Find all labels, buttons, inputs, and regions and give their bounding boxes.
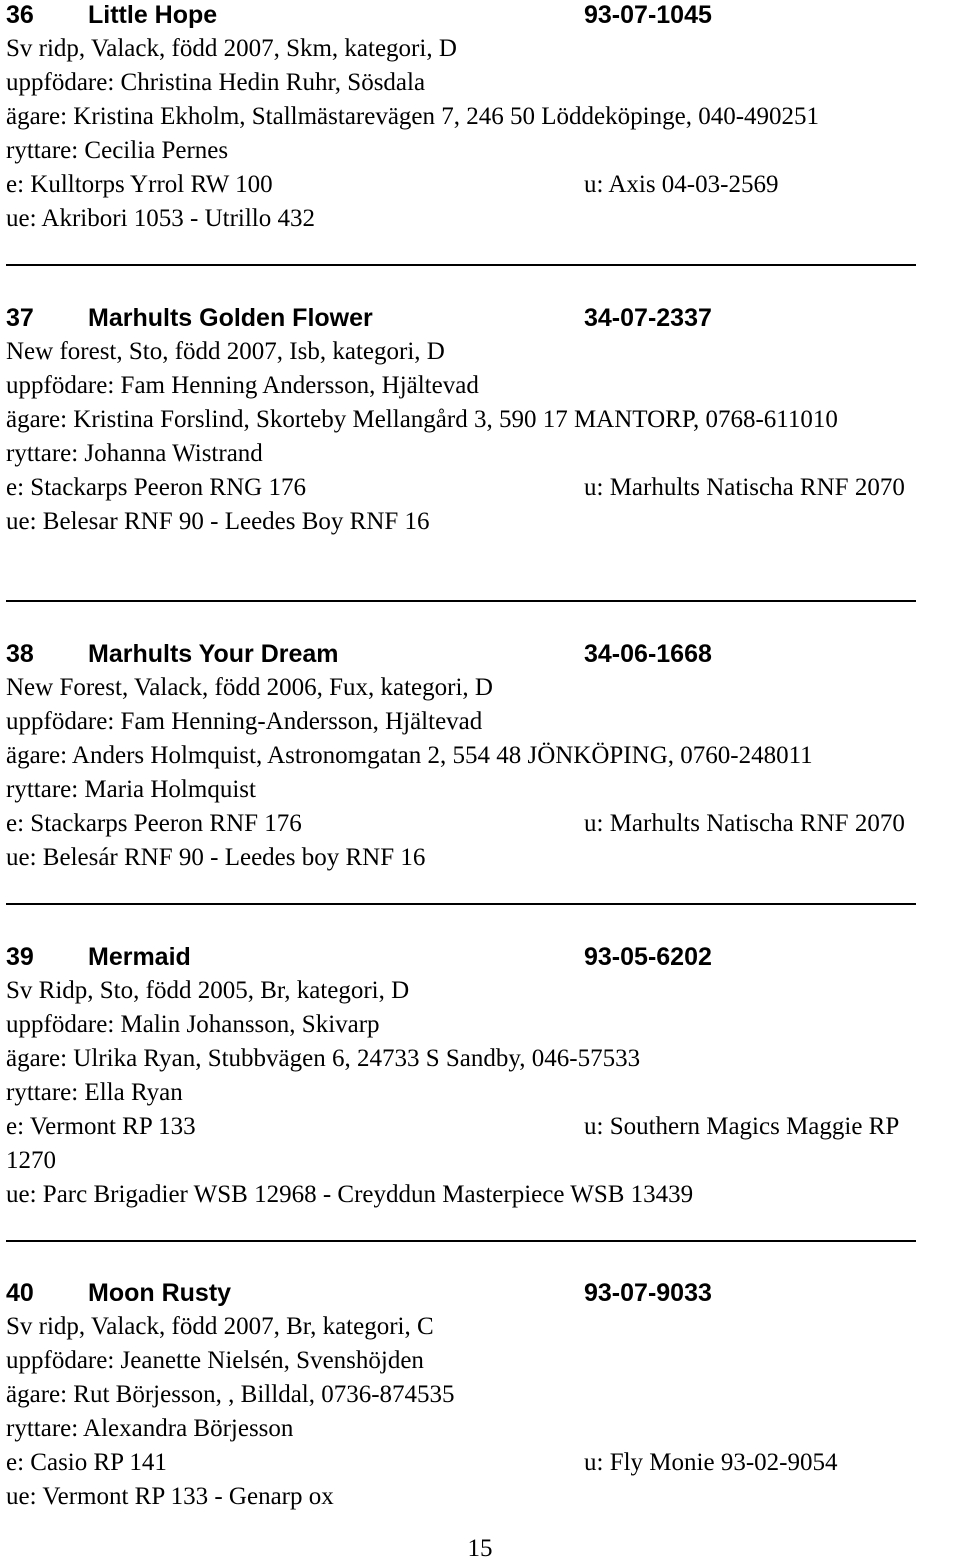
catalog-entry	[6, 1276, 956, 1514]
separator-line	[6, 600, 916, 602]
breeder: uppfödare: Fam Henning Andersson, Hjältevad	[6, 372, 479, 399]
separator-line	[6, 1240, 916, 1242]
separator-line	[6, 903, 916, 905]
catalog-entry	[6, 637, 956, 875]
catalog-entry	[6, 0, 956, 236]
owner: ägare: Rut Börjesson, , Billdal, 0736-874535	[6, 1381, 455, 1408]
entry-number: 36	[6, 1, 34, 29]
sire: e: Stackarps Peeron RNG 176	[6, 474, 306, 501]
page-number: 15	[467, 1535, 493, 1562]
dam-sire: ue: Vermont RP 133 - Genarp ox	[6, 1483, 334, 1510]
rider: ryttare: Maria Holmquist	[6, 776, 256, 803]
registration-number: 93-07-1045	[584, 1, 712, 29]
rider: ryttare: Johanna Wistrand	[6, 440, 263, 467]
dam: u: Axis 04-03-2569	[584, 171, 779, 198]
entry-heading	[6, 301, 956, 335]
rider: ryttare: Alexandra Börjesson	[6, 1415, 294, 1442]
breeder: uppfödare: Jeanette Nielsén, Svenshöjden	[6, 1347, 424, 1374]
dam: u: Southern Magics Maggie RP	[584, 1113, 900, 1140]
horse-info: Sv Ridp, Sto, född 2005, Br, kategori, D	[6, 977, 410, 1004]
entry-heading	[6, 1276, 956, 1310]
rider: ryttare: Cecilia Pernes	[6, 137, 229, 164]
horse-name: Moon Rusty	[88, 1279, 232, 1307]
entry-number: 38	[6, 640, 34, 668]
dam-continuation: 1270	[6, 1147, 56, 1174]
breeder: uppfödare: Christina Hedin Ruhr, Sösdala	[6, 69, 426, 96]
entry-number: 40	[6, 1279, 34, 1307]
rider: ryttare: Ella Ryan	[6, 1079, 183, 1106]
dam-sire: ue: Parc Brigadier WSB 12968 - Creyddun Masterpiece WSB 13439	[6, 1181, 694, 1208]
horse-name: Mermaid	[88, 943, 191, 971]
horse-name: Marhults Your Dream	[88, 640, 339, 668]
entry-heading	[6, 940, 956, 974]
horse-name: Little Hope	[88, 1, 218, 29]
sire: e: Vermont RP 133	[6, 1113, 196, 1140]
horse-info: Sv ridp, Valack, född 2007, Br, kategori, C	[6, 1313, 434, 1340]
horse-name: Marhults Golden Flower	[88, 304, 373, 332]
dam-sire: ue: Belesar RNF 90 - Leedes Boy RNF 16	[6, 508, 430, 535]
registration-number: 34-06-1668	[584, 640, 712, 668]
owner: ägare: Kristina Ekholm, Stallmästarevägen 7, 246 50 Löddeköpinge, 040-490251	[6, 103, 820, 130]
pedigree-row	[6, 1446, 956, 1480]
horse-info: New Forest, Valack, född 2006, Fux, kategori, D	[6, 674, 493, 701]
breeder: uppfödare: Malin Johansson, Skivarp	[6, 1011, 380, 1038]
registration-number: 93-07-9033	[584, 1279, 712, 1307]
dam: u: Marhults Natischa RNF 2070	[584, 810, 905, 837]
registration-number: 93-05-6202	[584, 943, 712, 971]
dam-sire: ue: Akribori 1053 - Utrillo 432	[6, 205, 315, 232]
catalog-entry	[6, 940, 956, 1212]
sire: e: Stackarps Peeron RNF 176	[6, 810, 302, 837]
dam: u: Marhults Natischa RNF 2070	[584, 474, 905, 501]
horse-info: Sv ridp, Valack, född 2007, Skm, kategori, D	[6, 35, 457, 62]
registration-number: 34-07-2337	[584, 304, 712, 332]
sire: e: Casio RP 141	[6, 1449, 167, 1476]
owner: ägare: Kristina Forslind, Skorteby Mellangård 3, 590 17 MANTORP, 0768-611010	[6, 406, 838, 433]
dam: u: Fly Monie 93-02-9054	[584, 1449, 838, 1476]
breeder: uppfödare: Fam Henning-Andersson, Hjältevad	[6, 708, 483, 735]
owner: ägare: Ulrika Ryan, Stubbvägen 6, 24733 S Sandby, 046-57533	[6, 1045, 641, 1072]
dam-sire: ue: Belesár RNF 90 - Leedes boy RNF 16	[6, 844, 426, 871]
pedigree-row	[6, 1110, 956, 1144]
entry-heading	[6, 0, 956, 32]
separator-line	[6, 264, 916, 266]
entry-number: 39	[6, 943, 34, 971]
entry-heading	[6, 637, 956, 671]
pedigree-row	[6, 471, 956, 505]
entry-number: 37	[6, 304, 34, 332]
sire: e: Kulltorps Yrrol RW 100	[6, 171, 273, 198]
pedigree-row	[6, 807, 956, 841]
catalog-entry	[6, 301, 956, 539]
horse-info: New forest, Sto, född 2007, Isb, kategori, D	[6, 338, 445, 365]
pedigree-row	[6, 168, 956, 202]
owner: ägare: Anders Holmquist, Astronomgatan 2, 554 48 JÖNKÖPING, 0760-248011	[6, 742, 813, 769]
